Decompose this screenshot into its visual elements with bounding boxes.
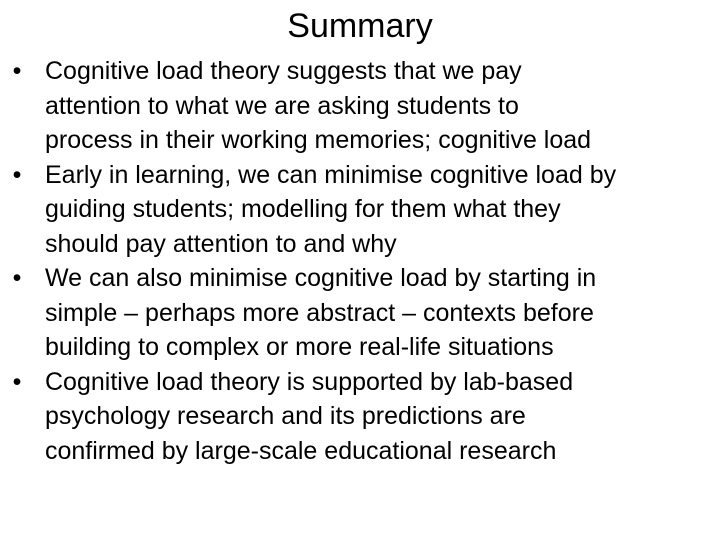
bullet-line: confirmed by large-scale educational research [45,436,557,465]
bullet-icon: • [12,57,22,85]
bullet-item [0,261,716,365]
bullet-item [0,54,716,158]
bullet-line: building to complex or more real-life situations [45,333,554,361]
bullet-icon: • [12,264,22,292]
bullet-line: Cognitive load theory is supported by lab-based [45,367,574,396]
bullet-line: should pay attention to and why [45,229,397,258]
bullet-line: Early in learning, we can minimise cognitive load by [45,160,617,189]
bullet-icon: • [12,160,22,189]
bullet-list [0,54,716,468]
bullet-icon: • [12,367,22,396]
bullet-line: guiding students; modelling for them what they [45,195,561,223]
bullet-item [0,158,716,262]
bullet-line: process in their working memories; cognitive load [45,126,592,154]
bullet-line: simple – perhaps more abstract – contexts before [45,298,594,327]
slide-title: Summary [287,7,433,45]
bullet-line: attention to what we are asking students to [45,91,519,120]
bullet-line: Cognitive load theory suggests that we pay [45,57,522,85]
bullet-line: We can also minimise cognitive load by starting in [45,264,597,292]
bullet-item [0,365,716,469]
bullet-line: psychology research and its predictions are [45,402,526,430]
